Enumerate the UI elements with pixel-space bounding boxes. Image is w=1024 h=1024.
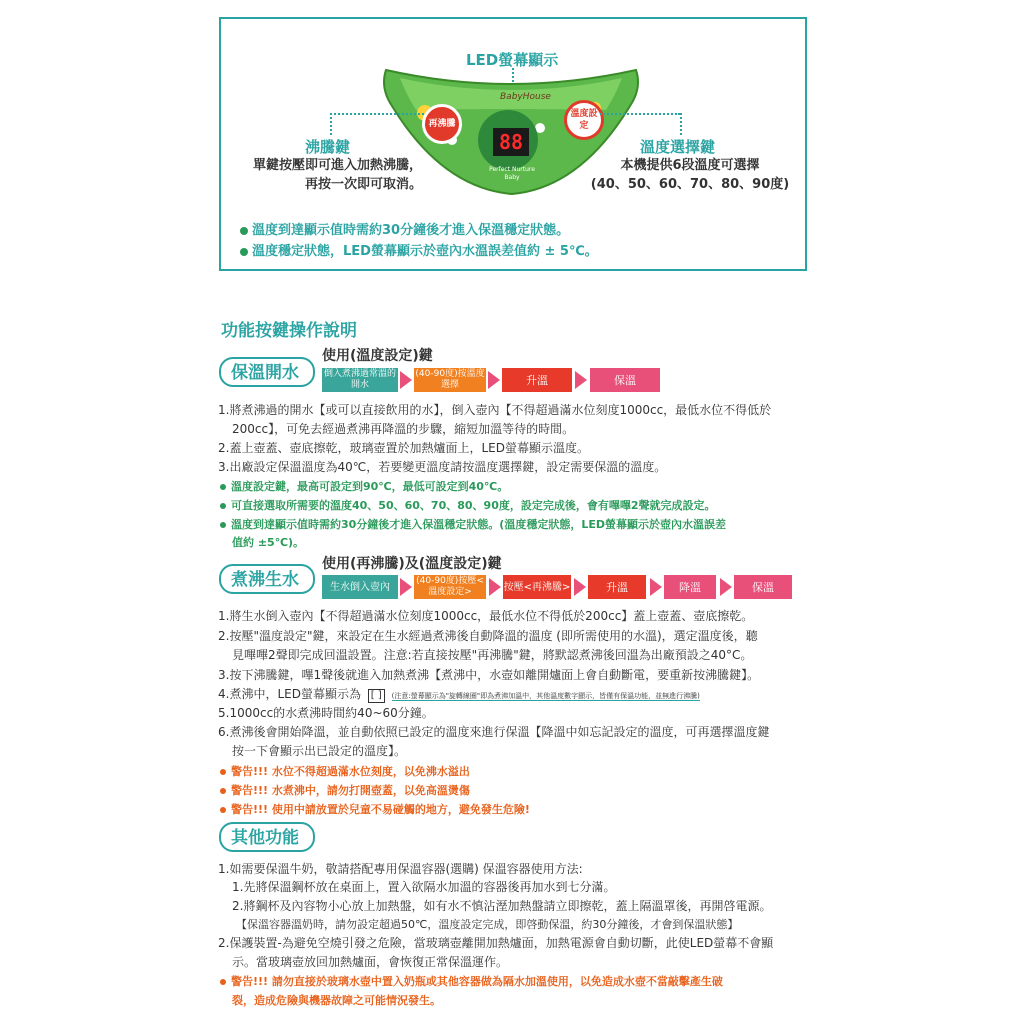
boil-warning-text: 警告!!! 使用中請放置於兒童不易碰觸的地方，避免發生危險! xyxy=(231,803,530,816)
section-title: 功能按鍵操作說明 xyxy=(221,321,357,341)
other-line: 2.將鋼杯及內容物小心放上加熱盤，如有水不慎沾溼加熱盤請立即擦乾，蓋上隔溫罩後，再開啓電源。 xyxy=(232,899,772,913)
flow-step: 保溫 xyxy=(734,575,792,599)
desc-line: (40、50、60、70、80、90度) xyxy=(590,177,790,192)
arrow-icon xyxy=(575,371,587,389)
bullet-icon xyxy=(220,484,226,490)
temp-pointer-v xyxy=(680,113,682,135)
desc-line: 本機提供6段溫度可選擇 xyxy=(620,158,760,173)
boil-warning xyxy=(220,800,530,819)
flow-step: 升溫 xyxy=(588,575,646,599)
arrow-icon xyxy=(720,578,732,596)
warm-line: 1.將煮沸過的開水【或可以直接飲用的水】，倒入壺內【不得超過滿水位刻度1000cc，最低水位不得低於 xyxy=(218,403,772,417)
arrow-icon xyxy=(489,578,501,596)
flow-step: (40-90度)按溫度選擇 xyxy=(415,369,485,390)
flow-step: 保溫 xyxy=(590,368,660,392)
flow-step: (40-90度)按壓<溫度設定> xyxy=(414,575,486,599)
temp-key-title: 溫度選擇鍵 xyxy=(640,138,716,156)
other-functions-pill: 其他功能 xyxy=(219,822,315,852)
warm-note xyxy=(220,515,726,534)
arrow-icon xyxy=(650,578,662,596)
boil-usage: 使用(再沸騰)及(溫度設定)鍵 xyxy=(322,556,502,572)
boil-key-desc xyxy=(242,156,422,194)
other-warning-cont: 裂，造成危險與機器故障之可能情況發生。 xyxy=(232,994,441,1007)
warm-note xyxy=(220,477,508,496)
boil-line: 3.按下沸騰鍵，嗶1聲後就進入加熱煮沸【煮沸中，水壺如離開爐面上會自動斷電，要重新按沸騰鍵】。 xyxy=(218,668,760,682)
panel-led-display: 88 xyxy=(493,128,529,156)
temp-pointer xyxy=(600,113,680,115)
warm-note-text: 可直接選取所需要的溫度40、50、60、70、80、90度，設定完成後，會有嗶嗶2聲就完成設定。 xyxy=(231,499,716,512)
other-line: 示。當玻璃壺放回加熱爐面，會恢復正常保溫運作。 xyxy=(232,955,509,969)
panel-caption-line: Baby xyxy=(504,174,520,181)
boil-line: 1.將生水倒入壺內【不得超過滿水位刻度1000cc，最低水位不得低於200cc】蓋上壺蓋、壺底擦乾。 xyxy=(218,609,754,623)
other-line: 1.如需要保溫牛奶，敬請搭配專用保溫容器(選購) 保溫容器使用方法: xyxy=(218,862,583,876)
flow-step: 生水倒入壺內 xyxy=(322,575,398,599)
bullet-icon xyxy=(220,522,226,528)
flow-step: 升溫 xyxy=(502,368,572,392)
boil-water-pill: 煮沸生水 xyxy=(219,564,315,594)
boil-line: 2.按壓"溫度設定"鍵，來設定在生水經過煮沸後自動降溫的溫度 (即所需使用的水溫)，選定溫度後，聽 xyxy=(218,629,758,643)
bullet-icon xyxy=(220,979,226,985)
arrow-icon xyxy=(400,371,412,389)
panel-caption-line: Perfect Nurture xyxy=(489,166,535,173)
panel-temp-button[interactable]: 溫度設定 xyxy=(564,100,604,140)
warm-line: 200cc】，可免去經過煮沸再降溫的步驟，縮短加溫等待的時間。 xyxy=(232,422,575,436)
led-label: LED螢幕顯示 xyxy=(466,51,559,69)
warm-note-cont: 值約 ±5℃)。 xyxy=(232,536,305,549)
bullet-icon xyxy=(220,503,226,509)
boil-small-note: (注意:螢幕顯示為"旋轉線圈"即為煮沸加溫中，其他溫度數字顯示，皆僅有保溫功能，並無進行沸騰) xyxy=(391,692,700,700)
boil-pointer-v xyxy=(330,113,332,135)
boil-line: 6.煮沸後會開始降溫，並自動依照已設定的溫度來進行保溫【降溫中如忘記設定的溫度，可再選擇溫度鍵 xyxy=(218,725,770,739)
warm-usage: 使用(溫度設定)鍵 xyxy=(322,348,433,364)
warm-water-pill: 保溫開水 xyxy=(219,357,315,387)
flow-step: 按壓<再沸騰> xyxy=(503,575,571,599)
other-warning-text: 警告!!! 請勿直接於玻璃水壺中置入奶瓶或其他容器做為隔水加溫使用，以免造成水壺不當敲擊產生破 xyxy=(231,975,723,988)
bullet-icon xyxy=(220,807,226,813)
desc-line: 單鍵按壓即可進入加熱沸騰， xyxy=(252,158,422,173)
boil-line: 5.1000cc的水煮沸時間約40~60分鐘。 xyxy=(218,706,434,720)
boil-pointer xyxy=(330,113,424,115)
flow-step: 降溫 xyxy=(664,575,716,599)
bullet-icon xyxy=(220,769,226,775)
warm-line: 2.蓋上壺蓋、壺底擦乾，玻璃壺置於加熱爐面上，LED螢幕顯示溫度。 xyxy=(218,441,589,455)
panel-boil-button[interactable]: 再沸騰 xyxy=(422,104,462,144)
warm-note-text: 溫度設定鍵，最高可設定到90℃，最低可設定到40℃。 xyxy=(231,480,509,493)
warm-note-text: 溫度到達顯示值時需約30分鐘後才進入保溫穩定狀態。(溫度穩定狀態，LED螢幕顯示於壺內水溫誤差 xyxy=(231,518,726,531)
boil-key-title: 沸騰鍵 xyxy=(305,138,351,156)
boil-warning xyxy=(220,781,470,800)
bullet-icon xyxy=(240,227,248,235)
diagram-note xyxy=(240,240,598,259)
diagram-note-text: 溫度到達顯示值時需約30分鐘後才進入保溫穩定狀態。 xyxy=(252,223,570,238)
boil-line-text: 4.煮沸中，LED螢幕顯示為 xyxy=(218,687,361,701)
arrow-icon xyxy=(574,578,586,596)
arrow-icon xyxy=(400,578,412,596)
diagram-note-text: 溫度穩定狀態，LED螢幕顯示於壺內水溫誤差值約 ± 5℃。 xyxy=(252,244,598,259)
diagram-note xyxy=(240,219,569,238)
flow-step: 倒入煮沸過常溫的開水 xyxy=(323,369,396,390)
panel-caption xyxy=(482,166,542,182)
other-line: 【保溫容器溫奶時，請勿設定超過50℃，溫度設定完成，即啓動保溫，約30分鐘後，才會到保溫狀態】 xyxy=(236,918,739,931)
desc-line: 再按一次即可取消。 xyxy=(304,177,422,192)
warm-note xyxy=(220,496,716,515)
boil-warning-text: 警告!!! 水煮沸中，請勿打開壺蓋，以免高溫燙傷 xyxy=(231,784,470,797)
arrow-icon xyxy=(488,371,500,389)
boil-warning-text: 警告!!! 水位不得超過滿水位刻度，以免沸水溢出 xyxy=(231,765,470,778)
bullet-icon xyxy=(240,248,248,256)
panel-brand: BabyHouse xyxy=(500,92,551,102)
warm-line: 3.出廠設定保溫溫度為40℃，若要變更溫度請按溫度選擇鍵，設定需要保溫的溫度。 xyxy=(218,460,667,474)
boil-line xyxy=(218,685,700,706)
boil-warning xyxy=(220,762,470,781)
temp-key-desc xyxy=(590,156,790,194)
other-line: 1.先將保溫鋼杯放在桌面上，置入欲隔水加溫的容器後再加水到七分滿。 xyxy=(232,880,616,894)
boil-line: 見嗶嗶2聲即完成回溫設置。注意:若直接按壓"再沸騰"鍵，將默認煮沸後回溫為出廠預設之40°C。 xyxy=(232,648,753,662)
other-line: 2.保護裝置-為避免空燒引發之危險，當玻璃壺離開加熱爐面，加熱電源會自動切斷，此使LED螢幕不會顯 xyxy=(218,936,774,950)
other-warning xyxy=(220,972,723,991)
boil-line: 按一下會顯示出已設定的溫度】。 xyxy=(232,744,407,758)
bullet-icon xyxy=(220,788,226,794)
led-spin-icon: [ ] xyxy=(368,689,385,703)
